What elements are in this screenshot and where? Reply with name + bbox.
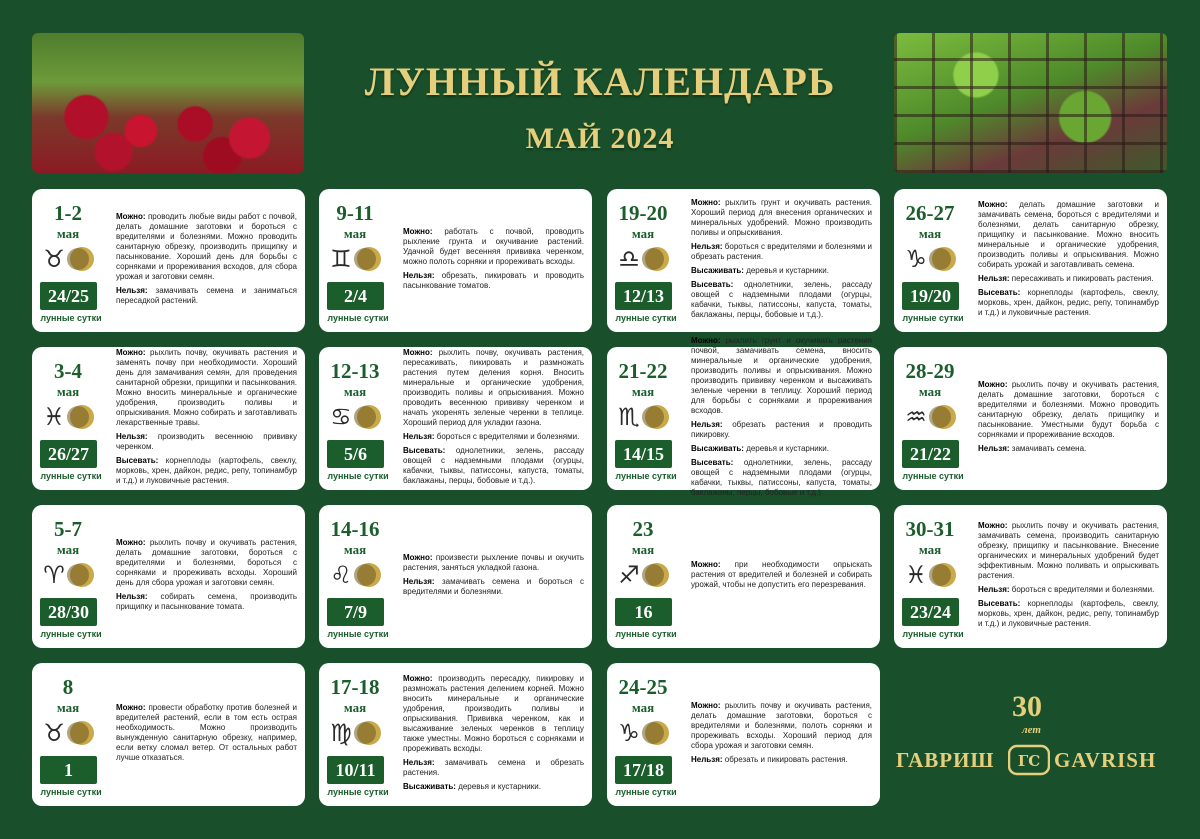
seedlings-photo: [894, 33, 1167, 173]
advice-text: деревья и кустарники.: [743, 265, 829, 275]
advice-label: Высаживать:: [691, 443, 744, 453]
lunar-day-caption: лунные сутки: [327, 471, 389, 481]
advice-item: [978, 599, 1159, 629]
card-dates: 30-31: [905, 517, 955, 541]
advice-label: Можно:: [691, 700, 721, 710]
card-advice: [403, 671, 584, 798]
svg-text:♏: ♏: [618, 403, 640, 431]
advice-text: замачивать семена.: [1009, 443, 1087, 453]
scorpio-moon-icon: [615, 403, 673, 431]
card-advice: [116, 197, 297, 324]
advice-text: корнеплоды (картофель, свеклу, морковь, хрен, дайкон, редис, репу, топинамбур и т.д.) и луковичные растения.: [116, 455, 297, 485]
card-dates: 8: [62, 675, 74, 699]
svg-text:♒: ♒: [905, 403, 927, 431]
lunar-day-caption: лунные сутки: [327, 629, 389, 639]
card-month: мая: [918, 384, 942, 399]
advice-item: [403, 553, 584, 573]
advice-item: [403, 674, 584, 754]
advice-item: [116, 703, 297, 763]
pisces-moon-icon: [902, 561, 960, 589]
advice-text: рыхлить почву, окучивать растения и заменять почву при необходимости. Хороший день для замачивания семян, для проведения санитарной обрезки, прищипки и пасынкования. Можно вносить минеральные и органические удобрения, производить поливы и опрыскивания. Можно собирать и заготавливать лекарственные травы.: [116, 347, 297, 427]
advice-item: [691, 198, 872, 238]
capricorn-moon-icon: [902, 245, 960, 273]
lunar-day-caption: лунные сутки: [327, 313, 389, 323]
advice-item: [691, 560, 872, 590]
advice-text: работать с почвой, проводить рыхление грунта и окучивание растений. Удачной будет весенняя прививка черенком, можно полоть сорняки и прореживать всходы.: [403, 226, 584, 266]
svg-text:♊: ♊: [330, 245, 352, 273]
card-month: мая: [56, 384, 80, 399]
advice-text: обрезать, пикировать и проводить пасынкование томатов.: [403, 270, 584, 290]
logo-brand-en: GAVRISH: [1054, 748, 1157, 772]
advice-text: замачивать семена и заниматься пересадкой растений.: [116, 285, 297, 305]
advice-item: [403, 432, 584, 442]
advice-label: Высевать:: [978, 598, 1021, 608]
advice-item: [691, 266, 872, 276]
advice-text: бороться с вредителями и болезнями.: [434, 431, 580, 441]
card-advice: [691, 671, 872, 798]
advice-text: рыхлить почву и окучивать растения, делать домашние заготовки, бороться с вредителями и болезнями, бороться с сорняками и прореживать всходы. Хороший день для сбора урожая и заготовки семян.: [116, 537, 297, 587]
advice-label: Нельзя:: [691, 419, 723, 429]
advice-label: Можно:: [403, 673, 433, 683]
advice-text: при необходимости опрыскать растения от вредителей и болезней и собирать урожай, чтобы не допустить его перезревания.: [691, 559, 872, 589]
card-advice: [403, 513, 584, 640]
logo-mark-icon: [1008, 742, 1050, 778]
advice-text: рыхлить почву и окучивать растения, делать домашние заготовки, бороться с вредителями и болезнями, полоть сорняки и прореживать всходы. Хороший период для сбора урожая и заготовки семян.: [691, 700, 872, 750]
advice-label: Можно:: [691, 559, 721, 569]
advice-text: однолетники, зелень, рассаду овощей с надземными плодами (огурцы, кабачки, тыквы, патиссоны, капуста, томаты, баклажаны, перцы, бобовые и т.д.).: [691, 457, 872, 497]
capricorn-moon-icon: [615, 719, 673, 747]
advice-text: проводить любые виды работ с почвой, делать домашние заготовки и бороться с вредителями и болезнями. Можно проводить санитарную обрезку, производить прищипку и пасынкование. Хороший день для борьбы с сорняками и прореживания всходов, для сбора урожая и заготовки семян.: [116, 211, 297, 281]
advice-label: Можно:: [978, 199, 1008, 209]
lunar-day-caption: лунные сутки: [615, 629, 677, 639]
svg-text:ГС: ГС: [1017, 752, 1041, 770]
advice-text: корнеплоды (картофель, свеклу, морковь, хрен, дайкон, редис, репу, топинамбур и т.д.) и луковичные растения.: [978, 598, 1159, 628]
card-dates: 17-18: [330, 675, 380, 699]
card-advice: [691, 513, 872, 640]
advice-item: [691, 280, 872, 320]
advice-item: [978, 585, 1159, 595]
card-advice: [116, 513, 297, 640]
advice-label: Нельзя:: [978, 273, 1010, 283]
lunar-day-caption: лунные сутки: [40, 471, 102, 481]
advice-text: обрезать растения и проводить пикировку.: [691, 419, 872, 439]
advice-label: Высевать:: [116, 455, 159, 465]
lunar-day-badge: 5/6: [327, 440, 384, 468]
advice-text: корнеплоды (картофель, свеклу, морковь, хрен, дайкон, редис, репу, топинамбур и т.д.) и луковичные растения.: [978, 287, 1159, 317]
advice-item: [978, 380, 1159, 440]
card-dates: 26-27: [905, 201, 955, 225]
advice-text: пересаживать и пикировать растения.: [1009, 273, 1154, 283]
day-card: [607, 335, 880, 497]
svg-text:♓: ♓: [43, 403, 65, 431]
advice-label: Нельзя:: [116, 591, 148, 601]
lunar-day-caption: лунные сутки: [40, 629, 102, 639]
advice-item: [403, 446, 584, 486]
advice-item: [116, 592, 297, 612]
card-dates: 3-4: [54, 359, 82, 383]
advice-text: рыхлить почву и окучивать растения, делать домашние заготовки, бороться с вредителями и болезнями. Можно проводить санитарную обрезку, делать прищипку и пасынкование. Уместными будут борьба с сорняками и прореживание всходов.: [978, 379, 1159, 439]
card-month: мая: [56, 700, 80, 715]
taurus-moon-icon: [40, 245, 98, 273]
card-dates: 24-25: [618, 675, 668, 699]
advice-label: Нельзя:: [116, 285, 148, 295]
card-advice: [116, 347, 297, 485]
cancer-moon-icon: [327, 403, 385, 431]
advice-text: деревья и кустарники.: [455, 781, 541, 791]
svg-text:♑: ♑: [618, 719, 640, 747]
svg-text:♌: ♌: [330, 561, 352, 589]
page-subtitle: МАЙ 2024: [525, 122, 675, 155]
day-card: [894, 347, 1167, 490]
day-card: [319, 663, 592, 806]
advice-label: Нельзя:: [691, 241, 723, 251]
advice-item: [403, 782, 584, 792]
taurus-moon-icon: [40, 719, 98, 747]
logo-brand-ru: ГАВРИШ: [896, 748, 995, 772]
card-month: мая: [631, 542, 655, 557]
libra-moon-icon: [615, 245, 673, 273]
gemini-moon-icon: [327, 245, 385, 273]
day-card: [32, 505, 305, 648]
advice-label: Можно:: [116, 537, 146, 547]
advice-text: бороться с вредителями и болезнями.: [1009, 584, 1155, 594]
card-advice: [978, 513, 1159, 640]
card-month: мая: [918, 542, 942, 557]
card-month: мая: [343, 700, 367, 715]
advice-label: Нельзя:: [403, 757, 435, 767]
lunar-day-badge: 17/18: [615, 756, 672, 784]
card-advice: [691, 197, 872, 324]
card-dates: 14-16: [330, 517, 380, 541]
lunar-day-badge: 21/22: [902, 440, 959, 468]
svg-text:♍: ♍: [330, 719, 352, 747]
card-advice: [403, 347, 584, 485]
aries-moon-icon: [40, 561, 98, 589]
lunar-day-caption: лунные сутки: [40, 313, 102, 323]
advice-label: Высаживать:: [403, 781, 456, 791]
card-month: мая: [343, 384, 367, 399]
lunar-day-badge: 23/24: [902, 598, 959, 626]
advice-item: [116, 286, 297, 306]
advice-item: [691, 242, 872, 262]
lunar-day-badge: 2/4: [327, 282, 384, 310]
advice-text: замачивать семена и бороться с вредителями и болезнями.: [403, 576, 584, 596]
card-month: мая: [56, 542, 80, 557]
advice-item: [403, 227, 584, 267]
advice-text: делать домашние заготовки и замачивать семена, бороться с вредителями и болезнями, делать санитарную обрезку, прищипку и пасынкование. Можно вносить минеральные и органические удобрения, производить поливы и опрыскивания. Можно собирать урожай и заготавливать семена.: [978, 199, 1159, 269]
card-dates: 12-13: [330, 359, 380, 383]
day-card: [32, 663, 305, 806]
card-month: мая: [631, 226, 655, 241]
advice-label: Высаживать:: [691, 265, 744, 275]
card-month: мая: [343, 226, 367, 241]
svg-text:♎: ♎: [618, 245, 640, 273]
leo-moon-icon: [327, 561, 385, 589]
day-card: [607, 189, 880, 332]
advice-text: производить весеннюю прививку черенком.: [116, 431, 297, 451]
aquarius-moon-icon: [902, 403, 960, 431]
card-dates: 9-11: [336, 201, 374, 225]
card-dates: 1-2: [54, 201, 82, 225]
advice-item: [691, 336, 872, 416]
advice-item: [978, 274, 1159, 284]
lunar-day-badge: 28/30: [40, 598, 97, 626]
card-month: мая: [631, 700, 655, 715]
lunar-day-badge: 16: [615, 598, 672, 626]
lunar-day-badge: 24/25: [40, 282, 97, 310]
lunar-day-caption: лунные сутки: [902, 471, 964, 481]
lunar-day-badge: 7/9: [327, 598, 384, 626]
lunar-day-caption: лунные сутки: [902, 629, 964, 639]
lunar-day-badge: 14/15: [615, 440, 672, 468]
advice-label: Можно:: [403, 552, 433, 562]
advice-item: [691, 458, 872, 498]
logo-years-number: 30: [1012, 690, 1042, 723]
card-month: мая: [631, 384, 655, 399]
lunar-day-caption: лунные сутки: [327, 787, 389, 797]
day-card: [319, 347, 592, 490]
day-card: [32, 347, 305, 490]
advice-label: Можно:: [116, 347, 146, 357]
lunar-day-badge: 26/27: [40, 440, 97, 468]
pisces-moon-icon: [40, 403, 98, 431]
advice-text: рыхлить грунт и окучивать растения почвой, замачивать семена, вносить минеральные и органические удобрения, производить поливы и опрыскивания. Можно производить прививку черенком и высаживать зеленые черенки в теплицу. Хороший период для борьбы с сорняками и прореживания всходов.: [691, 335, 872, 415]
advice-text: замачивать семена и обрезать растения.: [403, 757, 584, 777]
card-advice: [691, 335, 872, 497]
advice-item: [116, 348, 297, 428]
page-title: ЛУННЫЙ КАЛЕНДАРЬ: [364, 59, 836, 104]
card-dates: 28-29: [905, 359, 955, 383]
advice-item: [403, 577, 584, 597]
svg-text:♓: ♓: [905, 561, 927, 589]
logo-years-word: лет: [1022, 724, 1041, 736]
day-card: [32, 189, 305, 332]
advice-label: Можно:: [116, 702, 146, 712]
advice-label: Нельзя:: [691, 754, 723, 764]
advice-item: [691, 420, 872, 440]
lunar-day-badge: 19/20: [902, 282, 959, 310]
lunar-day-badge: 10/11: [327, 756, 384, 784]
lunar-day-caption: лунные сутки: [40, 787, 102, 797]
advice-item: [978, 444, 1159, 454]
sagittarius-moon-icon: [615, 561, 673, 589]
advice-item: [691, 701, 872, 751]
advice-item: [116, 538, 297, 588]
card-month: мая: [918, 226, 942, 241]
advice-item: [691, 755, 872, 765]
day-card: [894, 189, 1167, 332]
radish-photo: [32, 33, 304, 173]
card-dates: 23: [632, 517, 654, 541]
lunar-day-caption: лунные сутки: [615, 471, 677, 481]
advice-item: [403, 758, 584, 778]
card-month: мая: [343, 542, 367, 557]
advice-text: бороться с вредителями и болезнями и обрезать растения.: [691, 241, 872, 261]
svg-text:♉: ♉: [43, 719, 65, 747]
virgo-moon-icon: [327, 719, 385, 747]
advice-item: [403, 271, 584, 291]
advice-item: [978, 200, 1159, 270]
advice-text: рыхлить грунт и окучивать растения. Хороший период для внесения органических и минеральных удобрений. Можно производить поливы и опрыскивания.: [691, 197, 872, 237]
card-advice: [978, 197, 1159, 324]
advice-label: Высевать:: [978, 287, 1021, 297]
svg-text:♉: ♉: [43, 245, 65, 273]
advice-item: [691, 444, 872, 454]
advice-label: Можно:: [403, 226, 433, 236]
advice-item: [116, 432, 297, 452]
svg-text:♈: ♈: [43, 561, 65, 589]
lunar-day-caption: лунные сутки: [902, 313, 964, 323]
card-advice: [403, 197, 584, 324]
card-month: мая: [56, 226, 80, 241]
advice-label: Можно:: [978, 520, 1008, 530]
card-dates: 19-20: [618, 201, 668, 225]
day-card: [607, 505, 880, 648]
lunar-day-badge: 1: [40, 756, 97, 784]
card-advice: [116, 671, 297, 798]
advice-text: рыхлить почву и окучивать растения, замачивать семена, производить санитарную обрезку, прищипку и пасынкование. Внесение органических и минеральных удобрений будет эффективным. Можно поливать и опрыскивать растения.: [978, 520, 1159, 580]
advice-label: Можно:: [403, 347, 433, 357]
advice-text: деревья и кустарники.: [743, 443, 829, 453]
card-dates: 21-22: [618, 359, 668, 383]
day-card: [319, 189, 592, 332]
advice-label: Высевать:: [691, 279, 734, 289]
advice-label: Высевать:: [403, 445, 446, 455]
advice-text: рыхлить почву, окучивать растения, пересаживать, пикировать и размножать растения путем деления корня. Вносить минеральные и органические удобрения, производить поливы и опрыскивания. Можно проводить весеннюю прививку черенком и начать укоренять зеленые черенки в теплице. Хороший период для укладки газона.: [403, 347, 584, 427]
day-card: [894, 505, 1167, 648]
advice-label: Можно:: [691, 335, 721, 345]
lunar-day-caption: лунные сутки: [615, 787, 677, 797]
advice-text: производить пересадку, пикировку и размножать растения делением корней. Можно вносить минеральные и органические удобрения, производить поливы и опрыскивания. Прививка черенком, как и высаживание зеленых черенков в теплицу также уместны. Можно бороться с сорняками и прореживать всходы.: [403, 673, 584, 753]
advice-label: Нельзя:: [403, 270, 435, 280]
advice-label: Можно:: [116, 211, 146, 221]
advice-text: провести обработку против болезней и вредителей растений, если в том есть острая необходимость. Можно производить вынужденную санитарную обрезку, например, если ветку сломал ветер. От остальных работ лучше отказаться.: [116, 702, 297, 762]
advice-text: собирать семена, производить прищипку и пасынкование томата.: [116, 591, 297, 611]
day-card: [319, 505, 592, 648]
advice-label: Можно:: [978, 379, 1008, 389]
advice-item: [116, 212, 297, 282]
brand-logo: [894, 690, 1184, 800]
lunar-day-badge: 12/13: [615, 282, 672, 310]
advice-item: [403, 348, 584, 428]
card-advice: [978, 355, 1159, 482]
advice-label: Нельзя:: [403, 431, 435, 441]
day-card: [607, 663, 880, 806]
advice-item: [978, 288, 1159, 318]
advice-label: Нельзя:: [403, 576, 435, 586]
advice-label: Нельзя:: [978, 584, 1010, 594]
advice-label: Нельзя:: [978, 443, 1010, 453]
svg-text:♑: ♑: [905, 245, 927, 273]
card-dates: 5-7: [54, 517, 82, 541]
advice-label: Высевать:: [691, 457, 734, 467]
advice-text: обрезать и пикировать растения.: [722, 754, 848, 764]
advice-label: Нельзя:: [116, 431, 148, 441]
lunar-day-caption: лунные сутки: [615, 313, 677, 323]
advice-text: однолетники, зелень, рассаду овощей с надземными плодами (огурцы, кабачки, тыквы, патиссоны, капуста, томаты, баклажаны, перцы, бобовые и т.д.).: [691, 279, 872, 319]
advice-label: Можно:: [691, 197, 721, 207]
svg-text:♋: ♋: [330, 403, 352, 431]
svg-text:♐: ♐: [618, 561, 640, 589]
advice-item: [116, 456, 297, 486]
advice-text: однолетники, зелень, рассаду овощей с надземными плодами (огурцы, кабачки, тыквы, патиссоны, капуста, томаты, баклажаны, перцы, бобовые и т.д.).: [403, 445, 584, 485]
advice-item: [978, 521, 1159, 581]
advice-text: произвести рыхление почвы и окучить растения, заняться укладкой газона.: [403, 552, 584, 572]
